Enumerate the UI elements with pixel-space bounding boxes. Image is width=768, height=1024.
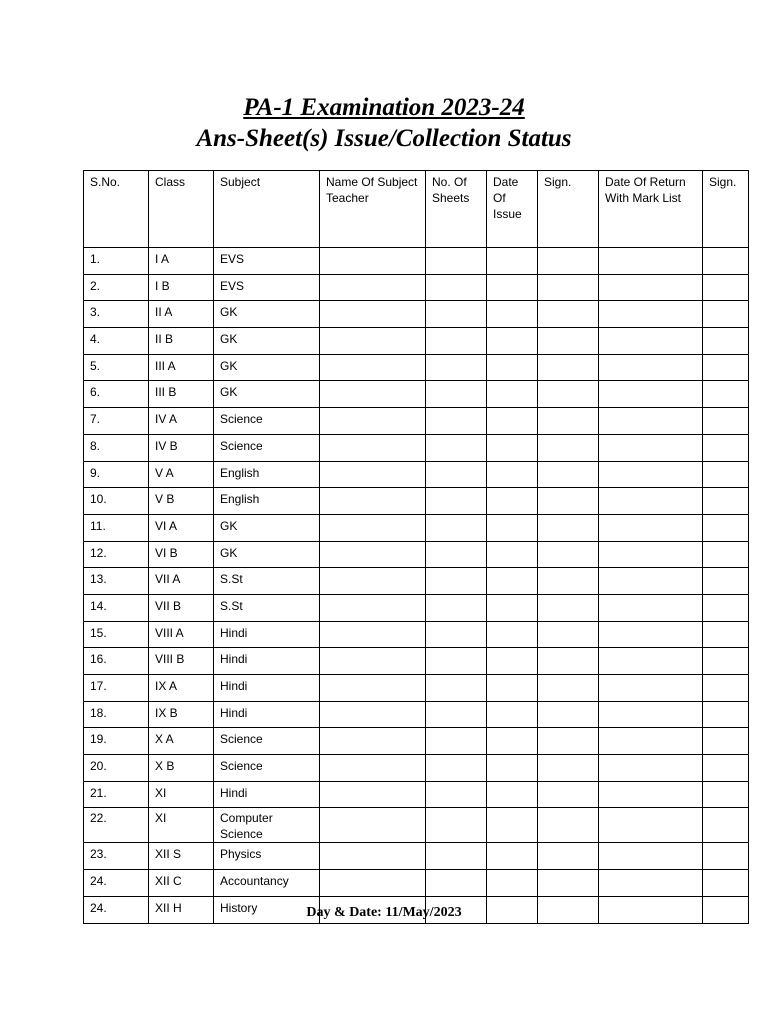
cell-date-of-return[interactable] <box>599 408 703 435</box>
cell-sign-issue[interactable] <box>538 434 599 461</box>
cell-sno: 15. <box>84 621 149 648</box>
col-header-sign-issue: Sign. <box>538 171 599 248</box>
cell-sno: 24. <box>84 896 149 923</box>
cell-date-of-return[interactable] <box>599 381 703 408</box>
cell-sign-return[interactable] <box>703 728 749 755</box>
cell-date-of-return[interactable] <box>599 301 703 328</box>
cell-sno: 9. <box>84 461 149 488</box>
cell-sign-return[interactable] <box>703 843 749 870</box>
cell-sign-return[interactable] <box>703 434 749 461</box>
cell-date-of-return[interactable] <box>599 621 703 648</box>
cell-sign-return[interactable] <box>703 755 749 782</box>
table-row <box>84 488 749 515</box>
cell-class: III B <box>149 381 214 408</box>
cell-subject: Science <box>214 728 320 755</box>
cell-sign-return[interactable] <box>703 594 749 621</box>
cell-subject: S.St <box>214 594 320 621</box>
table-body <box>84 248 749 924</box>
cell-teacher-name[interactable] <box>320 274 426 301</box>
cell-sign-return[interactable] <box>703 354 749 381</box>
col-header-date-return: Date Of Return With Mark List <box>599 171 703 248</box>
cell-teacher-name[interactable] <box>320 594 426 621</box>
cell-no-of-sheets[interactable] <box>426 488 487 515</box>
cell-subject: GK <box>214 328 320 355</box>
cell-sign-issue[interactable] <box>538 568 599 595</box>
cell-date-of-issue[interactable] <box>487 701 538 728</box>
cell-class: IV B <box>149 434 214 461</box>
cell-teacher-name[interactable] <box>320 781 426 808</box>
cell-sign-return[interactable] <box>703 461 749 488</box>
cell-no-of-sheets[interactable] <box>426 870 487 897</box>
status-table <box>83 170 749 924</box>
cell-subject: Hindi <box>214 781 320 808</box>
table-row <box>84 381 749 408</box>
cell-sign-issue[interactable] <box>538 728 599 755</box>
cell-sno: 8. <box>84 434 149 461</box>
cell-sign-return[interactable] <box>703 514 749 541</box>
cell-date-of-return[interactable] <box>599 870 703 897</box>
cell-sign-issue[interactable] <box>538 274 599 301</box>
cell-class: II A <box>149 301 214 328</box>
header-row <box>84 171 749 248</box>
cell-sign-issue[interactable] <box>538 514 599 541</box>
cell-no-of-sheets[interactable] <box>426 728 487 755</box>
cell-class: XII C <box>149 870 214 897</box>
cell-subject: Hindi <box>214 648 320 675</box>
cell-date-of-issue[interactable] <box>487 328 538 355</box>
cell-sign-issue[interactable] <box>538 248 599 275</box>
table-row <box>84 274 749 301</box>
cell-date-of-return[interactable] <box>599 594 703 621</box>
cell-date-of-issue[interactable] <box>487 381 538 408</box>
cell-sno: 13. <box>84 568 149 595</box>
cell-date-of-return[interactable] <box>599 434 703 461</box>
cell-teacher-name[interactable] <box>320 755 426 782</box>
table-row <box>84 568 749 595</box>
cell-subject: English <box>214 461 320 488</box>
cell-subject: GK <box>214 541 320 568</box>
cell-no-of-sheets[interactable] <box>426 354 487 381</box>
cell-sign-return[interactable] <box>703 808 749 843</box>
cell-no-of-sheets[interactable] <box>426 434 487 461</box>
cell-subject: Science <box>214 434 320 461</box>
cell-sno: 21. <box>84 781 149 808</box>
table-row <box>84 701 749 728</box>
cell-class: IV A <box>149 408 214 435</box>
cell-sign-return[interactable] <box>703 870 749 897</box>
cell-class: V B <box>149 488 214 515</box>
cell-date-of-return[interactable] <box>599 461 703 488</box>
cell-no-of-sheets[interactable] <box>426 248 487 275</box>
table-row <box>84 843 749 870</box>
cell-date-of-issue[interactable] <box>487 648 538 675</box>
cell-sno: 3. <box>84 301 149 328</box>
cell-no-of-sheets[interactable] <box>426 675 487 702</box>
col-header-sno: S.No. <box>84 171 149 248</box>
cell-date-of-return[interactable] <box>599 488 703 515</box>
cell-date-of-issue[interactable] <box>487 843 538 870</box>
cell-class: XII S <box>149 843 214 870</box>
cell-class: VII B <box>149 594 214 621</box>
cell-subject: GK <box>214 381 320 408</box>
cell-teacher-name[interactable] <box>320 248 426 275</box>
cell-date-of-return[interactable] <box>599 701 703 728</box>
cell-sign-issue[interactable] <box>538 594 599 621</box>
col-header-teacher: Name Of Subject Teacher <box>320 171 426 248</box>
cell-sign-return[interactable] <box>703 301 749 328</box>
cell-date-of-return[interactable] <box>599 843 703 870</box>
table-row <box>84 648 749 675</box>
cell-subject: Physics <box>214 843 320 870</box>
cell-subject: EVS <box>214 274 320 301</box>
cell-sno: 16. <box>84 648 149 675</box>
table-row <box>84 354 749 381</box>
cell-no-of-sheets[interactable] <box>426 568 487 595</box>
cell-class: V A <box>149 461 214 488</box>
cell-sign-return[interactable] <box>703 568 749 595</box>
cell-sign-issue[interactable] <box>538 870 599 897</box>
cell-date-of-return[interactable] <box>599 354 703 381</box>
cell-teacher-name[interactable] <box>320 621 426 648</box>
col-header-sheets: No. Of Sheets <box>426 171 487 248</box>
cell-sign-issue[interactable] <box>538 755 599 782</box>
cell-date-of-return[interactable] <box>599 648 703 675</box>
cell-sno: 17. <box>84 675 149 702</box>
cell-date-of-issue[interactable] <box>487 781 538 808</box>
cell-sign-issue[interactable] <box>538 541 599 568</box>
cell-subject: Hindi <box>214 675 320 702</box>
cell-sign-issue[interactable] <box>538 381 599 408</box>
cell-class: VI A <box>149 514 214 541</box>
cell-sign-return[interactable] <box>703 675 749 702</box>
cell-class: VI B <box>149 541 214 568</box>
col-header-sign-return: Sign. <box>703 171 749 248</box>
cell-class: I A <box>149 248 214 275</box>
table-row <box>84 461 749 488</box>
cell-class: III A <box>149 354 214 381</box>
cell-subject: EVS <box>214 248 320 275</box>
cell-date-of-return[interactable] <box>599 755 703 782</box>
cell-sign-return[interactable] <box>703 648 749 675</box>
cell-class: VIII B <box>149 648 214 675</box>
cell-teacher-name[interactable] <box>320 461 426 488</box>
table-row <box>84 434 749 461</box>
cell-sno: 24. <box>84 870 149 897</box>
cell-no-of-sheets[interactable] <box>426 541 487 568</box>
cell-sno: 11. <box>84 514 149 541</box>
table-row <box>84 301 749 328</box>
day-date-footer: Day & Date: 11/May/2023 <box>306 905 462 920</box>
cell-date-of-issue[interactable] <box>487 594 538 621</box>
cell-date-of-issue[interactable] <box>487 274 538 301</box>
page-subtitle: Ans-Sheet(s) Issue/Collection Status <box>196 125 572 152</box>
cell-sign-return[interactable] <box>703 488 749 515</box>
cell-no-of-sheets[interactable] <box>426 514 487 541</box>
cell-subject: Computer Science <box>214 808 320 843</box>
cell-no-of-sheets[interactable] <box>426 843 487 870</box>
cell-sign-return[interactable] <box>703 381 749 408</box>
cell-sign-issue[interactable] <box>538 675 599 702</box>
cell-teacher-name[interactable] <box>320 434 426 461</box>
cell-date-of-return[interactable] <box>599 728 703 755</box>
cell-no-of-sheets[interactable] <box>426 594 487 621</box>
col-header-subject: Subject <box>214 171 320 248</box>
table-row <box>84 248 749 275</box>
cell-class: II B <box>149 328 214 355</box>
table-row <box>84 728 749 755</box>
table-row <box>84 621 749 648</box>
cell-subject: Accountancy <box>214 870 320 897</box>
cell-date-of-issue[interactable] <box>487 514 538 541</box>
cell-subject: Hindi <box>214 701 320 728</box>
col-header-class: Class <box>149 171 214 248</box>
cell-subject: S.St <box>214 568 320 595</box>
table-row <box>84 514 749 541</box>
cell-sno: 19. <box>84 728 149 755</box>
cell-no-of-sheets[interactable] <box>426 648 487 675</box>
cell-date-of-issue[interactable] <box>487 434 538 461</box>
cell-subject: History <box>214 896 320 923</box>
cell-subject: English <box>214 488 320 515</box>
cell-sno: 14. <box>84 594 149 621</box>
cell-date-of-return[interactable] <box>599 675 703 702</box>
cell-no-of-sheets[interactable] <box>426 328 487 355</box>
cell-date-of-issue[interactable] <box>487 755 538 782</box>
cell-no-of-sheets[interactable] <box>426 274 487 301</box>
table-row <box>84 870 749 897</box>
cell-date-of-issue[interactable] <box>487 675 538 702</box>
cell-sno: 18. <box>84 701 149 728</box>
cell-date-of-issue[interactable] <box>487 728 538 755</box>
cell-teacher-name[interactable] <box>320 843 426 870</box>
cell-subject: GK <box>214 354 320 381</box>
cell-sno: 7. <box>84 408 149 435</box>
cell-teacher-name[interactable] <box>320 301 426 328</box>
cell-teacher-name[interactable] <box>320 541 426 568</box>
cell-no-of-sheets[interactable] <box>426 781 487 808</box>
cell-sign-issue[interactable] <box>538 701 599 728</box>
cell-teacher-name[interactable] <box>320 870 426 897</box>
table-row <box>84 808 749 843</box>
cell-sno: 6. <box>84 381 149 408</box>
cell-sno: 20. <box>84 755 149 782</box>
table-row <box>84 328 749 355</box>
cell-date-of-issue[interactable] <box>487 870 538 897</box>
cell-sign-issue[interactable] <box>538 781 599 808</box>
cell-sign-issue[interactable] <box>538 488 599 515</box>
cell-sign-return[interactable] <box>703 248 749 275</box>
cell-no-of-sheets[interactable] <box>426 755 487 782</box>
cell-date-of-return[interactable] <box>599 781 703 808</box>
cell-teacher-name[interactable] <box>320 568 426 595</box>
col-header-date-issue: Date Of Issue <box>487 171 538 248</box>
cell-no-of-sheets[interactable] <box>426 381 487 408</box>
cell-sno: 12. <box>84 541 149 568</box>
cell-teacher-name[interactable] <box>320 514 426 541</box>
table-row <box>84 781 749 808</box>
cell-date-of-return[interactable] <box>599 541 703 568</box>
cell-sign-issue[interactable] <box>538 843 599 870</box>
cell-date-of-issue[interactable] <box>487 408 538 435</box>
cell-teacher-name[interactable] <box>320 408 426 435</box>
cell-teacher-name[interactable] <box>320 488 426 515</box>
cell-sign-return[interactable] <box>703 274 749 301</box>
cell-teacher-name[interactable] <box>320 328 426 355</box>
cell-class: VII A <box>149 568 214 595</box>
cell-sno: 1. <box>84 248 149 275</box>
cell-subject: GK <box>214 301 320 328</box>
cell-no-of-sheets[interactable] <box>426 461 487 488</box>
cell-date-of-issue[interactable] <box>487 488 538 515</box>
cell-sign-return[interactable] <box>703 701 749 728</box>
cell-sign-return[interactable] <box>703 541 749 568</box>
cell-sno: 22. <box>84 808 149 843</box>
cell-class: XII H <box>149 896 214 923</box>
page-title: PA-1 Examination 2023-24 <box>243 94 525 121</box>
table-row <box>84 408 749 435</box>
cell-teacher-name[interactable] <box>320 354 426 381</box>
cell-date-of-return[interactable] <box>599 514 703 541</box>
cell-date-of-issue[interactable] <box>487 354 538 381</box>
cell-teacher-name[interactable] <box>320 675 426 702</box>
cell-sign-return[interactable] <box>703 781 749 808</box>
cell-subject: Hindi <box>214 621 320 648</box>
cell-class: X B <box>149 755 214 782</box>
cell-class: IX B <box>149 701 214 728</box>
table-row <box>84 541 749 568</box>
cell-class: X A <box>149 728 214 755</box>
cell-date-of-issue[interactable] <box>487 248 538 275</box>
cell-class: VIII A <box>149 621 214 648</box>
cell-date-of-issue[interactable] <box>487 808 538 843</box>
cell-subject: Science <box>214 755 320 782</box>
cell-date-of-issue[interactable] <box>487 541 538 568</box>
cell-class: I B <box>149 274 214 301</box>
cell-date-of-issue[interactable] <box>487 301 538 328</box>
cell-sign-issue[interactable] <box>538 808 599 843</box>
cell-sign-issue[interactable] <box>538 408 599 435</box>
cell-no-of-sheets[interactable] <box>426 621 487 648</box>
cell-no-of-sheets[interactable] <box>426 701 487 728</box>
cell-class: IX A <box>149 675 214 702</box>
cell-date-of-return[interactable] <box>599 328 703 355</box>
cell-subject: Science <box>214 408 320 435</box>
cell-no-of-sheets[interactable] <box>426 301 487 328</box>
cell-sign-issue[interactable] <box>538 354 599 381</box>
cell-sno: 4. <box>84 328 149 355</box>
cell-teacher-name[interactable] <box>320 381 426 408</box>
cell-date-of-issue[interactable] <box>487 461 538 488</box>
cell-date-of-issue[interactable] <box>487 568 538 595</box>
cell-class: XI <box>149 808 214 843</box>
cell-sign-issue[interactable] <box>538 301 599 328</box>
cell-sno: 10. <box>84 488 149 515</box>
cell-sign-issue[interactable] <box>538 461 599 488</box>
cell-date-of-issue[interactable] <box>487 621 538 648</box>
cell-sign-return[interactable] <box>703 328 749 355</box>
cell-date-of-return[interactable] <box>599 248 703 275</box>
cell-class: XI <box>149 781 214 808</box>
cell-sign-issue[interactable] <box>538 328 599 355</box>
cell-subject: GK <box>214 514 320 541</box>
cell-no-of-sheets[interactable] <box>426 408 487 435</box>
cell-no-of-sheets[interactable] <box>426 808 487 843</box>
cell-teacher-name[interactable] <box>320 808 426 843</box>
cell-teacher-name[interactable] <box>320 728 426 755</box>
cell-teacher-name[interactable] <box>320 701 426 728</box>
cell-sno: 5. <box>84 354 149 381</box>
cell-date-of-return[interactable] <box>599 568 703 595</box>
table-row <box>84 675 749 702</box>
cell-sno: 2. <box>84 274 149 301</box>
cell-sign-return[interactable] <box>703 408 749 435</box>
cell-sign-issue[interactable] <box>538 648 599 675</box>
table-row <box>84 755 749 782</box>
cell-sign-issue[interactable] <box>538 621 599 648</box>
cell-sign-return[interactable] <box>703 621 749 648</box>
table-row <box>84 594 749 621</box>
cell-date-of-return[interactable] <box>599 274 703 301</box>
title-block <box>0 92 768 154</box>
cell-sno: 23. <box>84 843 149 870</box>
cell-teacher-name[interactable] <box>320 648 426 675</box>
cell-date-of-return[interactable] <box>599 808 703 843</box>
